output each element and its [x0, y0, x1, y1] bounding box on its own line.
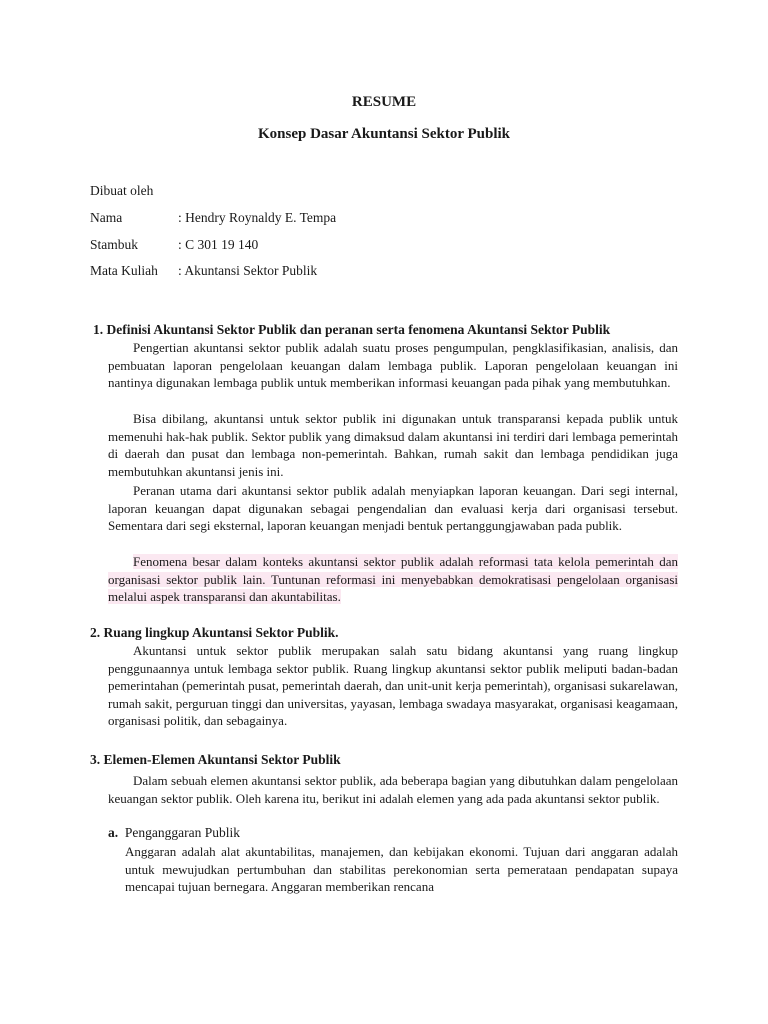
highlighted-text: Fenomena besar dalam konteks akuntansi sektor publik adalah reformasi tata kelola pemerintah dan organisasi sektor publik lain. Tuntunan reformasi ini menyebabkan demokratisasi pengelolaan organisasi melalui aspek transparansi dan akuntabilitas. [108, 554, 678, 604]
section-heading-3: 3. Elemen-Elemen Akuntansi Sektor Publik [90, 752, 341, 767]
name-label: Nama [90, 210, 123, 225]
made-by-label: Dibuat oleh [90, 183, 154, 198]
section-1-paragraph-2: Bisa dibilang, akuntansi untuk sektor publik ini digunakan untuk transparansi kepada publik untuk memenuhi hak-hak publik. Sektor publik yang dimaksud dalam akuntansi ini terdiri dari lembaga pemerintah di daerah dan pusat dan lembaga non-pemerintah. Bahkan, rumah sakit dan lembaga pendidikan juga membutuhkan akuntansi jenis ini. [108, 411, 678, 479]
subitem-a-heading [108, 825, 240, 841]
document-title: RESUME [351, 94, 417, 110]
name-value: : Hendry Roynaldy E. Tempa [178, 210, 337, 225]
subitem-a-label: Penganggaran Publik [124, 825, 240, 840]
section-1-paragraph-3: Peranan utama dari akuntansi sektor publik adalah menyiapkan laporan keuangan. Dari segi internal, laporan keuangan dapat digunakan sebagai pengendalian dan evaluasi kerja dari organisasi tersebut. Sementara dari segi eksternal, laporan keuangan menjadi bentuk pertanggungjawaban pada publik. [108, 483, 678, 533]
course-value: : Akuntansi Sektor Publik [178, 263, 318, 278]
subitem-a-marker: a. [108, 825, 119, 840]
section-1-paragraph-4-highlighted [108, 553, 678, 606]
student-id-value: : C 301 19 140 [178, 237, 259, 252]
student-id-label: Stambuk [90, 237, 139, 252]
course-label: Mata Kuliah [90, 263, 158, 278]
section-1-paragraph-1: Pengertian akuntansi sektor publik adalah suatu proses pengumpulan, pengklasifikasian, analisis, dan pembuatan laporan pengelolaan keuangan dalam lembaga publik. Laporan pengelolaan keuangan ini nantinya digunakan lembaga publik untuk memberikan informasi keuangan pada pihak yang membutuhkan. [108, 340, 678, 390]
document-subtitle: Konsep Dasar Akuntansi Sektor Publik [257, 126, 511, 142]
section-3-paragraph-1: Dalam sebuah elemen akuntansi sektor publik, ada beberapa bagian yang dibutuhkan dalam pengelolaan keuangan sektor publik. Oleh karena itu, berikut ini adalah elemen yang ada pada akuntansi sektor publik. [108, 773, 678, 806]
section-heading-1: 1. Definisi Akuntansi Sektor Publik dan peranan serta fenomena Akuntansi Sektor Publik [93, 322, 611, 337]
section-2-paragraph-1: Akuntansi untuk sektor publik merupakan salah satu bidang akuntansi yang ruang lingkup penggunaannya untuk lembaga sektor publik. Ruang lingkup akuntansi sektor publik meliputi badan-badan pemerintahan (pemerintah pusat, pemerintah daerah, dan unit-unit kerja pemerintah), organisasi sukarelawan, rumah sakit, perguruan tinggi dan universitas, yayasan, lembaga swadaya masyarakat, organisasi keagamaan, organisasi politik, dan sebagainya. [108, 643, 678, 728]
subitem-a-text: Anggaran adalah alat akuntabilitas, manajemen, dan kebijakan ekonomi. Tujuan dari anggaran adalah untuk mewujudkan pertumbuhan dan stabilitas perekonomian serta pemerataan pendapatan supaya mencapai tujuan bernegara. Anggaran memberikan rencana [125, 844, 678, 894]
section-heading-2: 2. Ruang lingkup Akuntansi Sektor Publik. [90, 625, 339, 640]
